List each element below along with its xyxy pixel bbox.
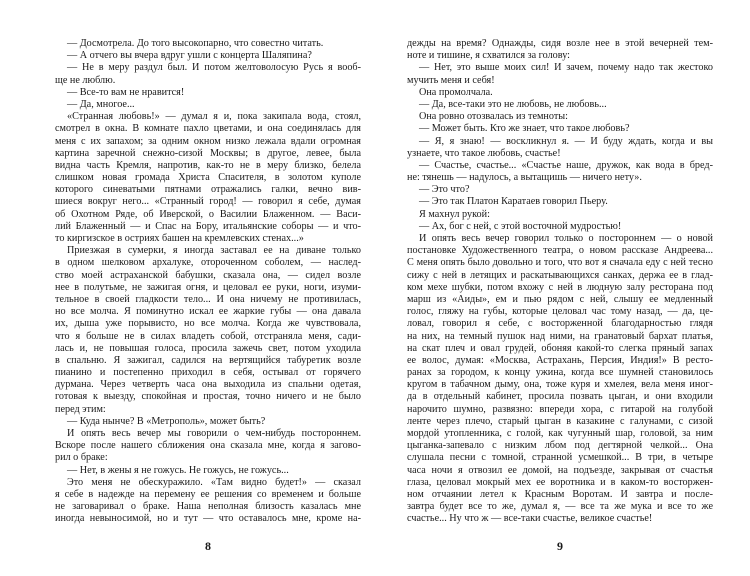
text-line: Я махнул рукой: bbox=[419, 208, 490, 220]
text-line: С меня опять было довольно и того, что вот я сначала еду с ней тесно bbox=[407, 257, 713, 269]
text-line: — Не в меру раздул был. И потом желтоволосую Русь я вооб- bbox=[67, 62, 361, 74]
text-line: пианино и постепенно приходил в себя, остывал от горячего bbox=[55, 367, 361, 379]
text-line: — Может быть. Кто же знает, что такое любовь? bbox=[419, 123, 630, 135]
text-line: нее в полутьме, не зажигая огня, и целовал ее руки, ноги, изуми- bbox=[55, 281, 361, 293]
text-line: ноте и тишине, я схватился за голову: bbox=[407, 50, 570, 62]
text-line: не заговаривал о браке. Наша неполная близость казалась мне bbox=[55, 501, 361, 513]
text-line: — А отчего вы вчера вдруг ушли с концерта Шаляпина? bbox=[67, 50, 312, 62]
text-line: марш из «Аиды», ем и пью рядом с ней, слышу ее медленный bbox=[407, 293, 713, 305]
text-line: дурмана. Через четверть часа она выходила из спальни одетая, bbox=[55, 379, 361, 391]
text-line: что я больше не в силах владеть собой, отстраняла меня, сади- bbox=[55, 330, 361, 342]
text-line: — Нет, это выше моих сил! И зачем, почему надо так жестоко bbox=[419, 62, 713, 74]
text-line: часа ночи я отвозил ее домой, на подъезде, закрывая от счастья bbox=[407, 464, 713, 476]
text-line: счастье... Ну что ж — все-таки счастье, великое счастье! bbox=[407, 513, 653, 525]
text-line: но все молча. Я поминутно искал ее жаркие губы — она давала bbox=[55, 306, 361, 318]
text-line: дежды на время? Однажды, сидя возле нее в этой вечерней тем- bbox=[407, 38, 713, 49]
text-line: узнаете, что такое любовь, счастье! bbox=[407, 147, 561, 159]
text-line: — Это так Платон Каратаев говорил Пьеру. bbox=[419, 196, 608, 208]
text-line: Она промолчала. bbox=[419, 86, 493, 98]
text-line: ном отчаянии летел к Красным Воротам. И завтра и послe- bbox=[407, 488, 713, 500]
text-line: то киргизское в остриях башен на кремлевских стенах...» bbox=[55, 233, 304, 244]
text-line: смотрел в окна. В комнате пахло цветами, и она соединялась для bbox=[55, 123, 361, 135]
text-line: которого синеватыми пятнами отражались галки, вечно вив- bbox=[55, 184, 361, 196]
text-line: — Досмотрела. До того высокопарно, что совестно читать. bbox=[67, 38, 324, 49]
text-line: ее волос, думая: «Москва, Астрахань, Персия, Индия!» В рестo- bbox=[407, 354, 713, 366]
text-line: цыганка-запевало с низким лбом под дегтярной челкой... Она bbox=[407, 440, 713, 452]
text-line: тельное в своей гладкости тело... И она ничему не противилась, bbox=[55, 293, 361, 305]
text-line: Приезжая в сумерки, я иногда заставал ее на диване только bbox=[67, 245, 361, 257]
text-line: — Счастье, счастье... «Счастье наше, дружок, как вода в бред- bbox=[419, 159, 713, 171]
text-line: слушала песни с томной, странной усмешкой... В три, в четыре bbox=[407, 452, 713, 464]
text-line: голос, гляжу на губы, которые целовал час тому назад, — да, це- bbox=[407, 306, 713, 318]
text-line: в спальню. Я зажигал, садился на вертящийся табуретик возле bbox=[55, 354, 361, 366]
text-line: — Все-то вам не нравится! bbox=[67, 86, 185, 98]
right-page-text bbox=[407, 38, 713, 526]
text-line: картина заречной снежно-сизой Москвы; в другое, левее, была bbox=[55, 147, 361, 159]
text-line: ленте через плечо, старый цыган в казакине с галунами, с сизой bbox=[407, 415, 713, 427]
text-line: меня с их запахом; за одним окном низко лежала вдали огромная bbox=[55, 135, 361, 147]
text-line: на скат плеч и овал грудей, обоняя какой-то слегка пряный запах bbox=[407, 342, 713, 354]
left-page bbox=[55, 38, 361, 558]
text-line: И опять весь вечер говорил только о постороннем — о новой bbox=[419, 233, 713, 244]
text-line: я себе в надежде на перемену ее решения со временем и больше bbox=[55, 488, 361, 500]
text-line: видна часть Кремля, напротив, как-то не в меру близко, белела bbox=[55, 159, 361, 171]
text-line: — Куда нынче? В «Метрополь», может быть? bbox=[67, 415, 266, 427]
text-line: об Охотном Ряде, об Иверской, о Василии Блаженном. — Васи- bbox=[55, 208, 361, 220]
text-line: их, дыша уже порывисто, но все молча. Когда же чувствовала, bbox=[55, 318, 361, 330]
left-page-text bbox=[55, 38, 361, 526]
text-line: мордой утопленника, с голой, как чугунный шар, головой, за ним bbox=[407, 428, 713, 439]
text-line: Вскоре после нашего сближения она сказала мне, когда я загово- bbox=[55, 440, 361, 452]
text-line: ще не люблю. bbox=[55, 74, 116, 86]
text-line: да в отдельный кабинет, просила позвать цыган, и они входили bbox=[407, 391, 713, 403]
text-line: ком мехе шубки, потом вхожу с ней в людную залу ресторана под bbox=[407, 281, 713, 293]
text-line: перед этим: bbox=[55, 403, 106, 415]
right-page bbox=[407, 38, 713, 558]
text-line: — Ах, бог с ней, с этой восточной мудростью! bbox=[419, 220, 622, 232]
text-line: сижу с ней в летящих и раскатывающихся санках, держа ее в глад- bbox=[407, 269, 713, 281]
text-line: иногда невыносимой, но и тут — что оставалось мне, кроме на- bbox=[55, 513, 361, 525]
text-line: Это меня не обескуражило. «Там видно будет!» — сказал bbox=[67, 476, 361, 488]
text-line: И опять весь вечер мы говорили о чем-нибудь постороннем. bbox=[67, 428, 361, 439]
text-line: — Нет, в жены я не гожусь. Не гожусь, не гожусь... bbox=[67, 464, 289, 476]
text-line: завтра будет все то же, думал я, — все та же мука и все то же bbox=[407, 501, 713, 513]
text-line: — Я, я знаю! — воскликнул я. — И буду ждать, когда и вы bbox=[419, 135, 713, 147]
left-page-number: 8 bbox=[205, 539, 211, 553]
text-line: ство моей астраханской бабушки, сказала она, — сидел возле bbox=[55, 269, 361, 281]
text-line: Она ровно отозвалась из темноты: bbox=[419, 111, 568, 123]
text-line: мучить меня и себя! bbox=[407, 74, 495, 86]
text-line: глаза, целовал мокрый мех ее воротника и в каком-то восторжен- bbox=[407, 476, 713, 488]
text-line: на них, на темный пушок над ними, на гранатовый бархат платья, bbox=[407, 330, 713, 342]
text-line: рил о браке: bbox=[55, 452, 108, 464]
text-line: в одном шелковом архалуке, отороченном соболем, — наслед- bbox=[55, 257, 361, 269]
text-line: «Странная любовь!» — думал я и, пока закипала вода, стоял, bbox=[67, 111, 361, 123]
text-line: нарочито шумно, развязно: впереди хора, с гитарой на голубой bbox=[407, 403, 713, 415]
right-page-number: 9 bbox=[557, 539, 563, 553]
text-line: ловал, говорил я себе, с восторженной благодарностью глядя bbox=[407, 318, 713, 330]
text-line: слишком новая громада Христа Спасителя, в золотом куполе bbox=[55, 172, 361, 184]
text-line: постановке Художественного театра, о новом рассказе Андреева... bbox=[407, 245, 713, 257]
text-line: кругом в табачном дыму, она, тоже куря и хмелея, вела меня иног- bbox=[407, 379, 713, 391]
text-line: — Да, все-таки это не любовь, не любовь... bbox=[419, 98, 607, 110]
text-line: — Это что? bbox=[419, 184, 470, 196]
text-line: — Да, многое... bbox=[67, 98, 135, 110]
text-line: шиеся вокруг него... «Странный город! — говорил я себе, думая bbox=[55, 196, 361, 208]
text-line: не: тянешь — надулось, а вытащишь — ничего нету». bbox=[407, 172, 642, 184]
text-line: готовая к выезду, спокойная и простая, точно ничего и не было bbox=[55, 391, 361, 403]
text-line: ранах за городом, к концу ужина, когда все шумней становилось bbox=[407, 367, 713, 379]
text-line: лась и, не повышая голоса, просила зажечь свет, потом уходила bbox=[55, 342, 361, 354]
text-line: лий Блаженный — и Спас на Бору, итальянские соборы — и что- bbox=[55, 220, 361, 232]
